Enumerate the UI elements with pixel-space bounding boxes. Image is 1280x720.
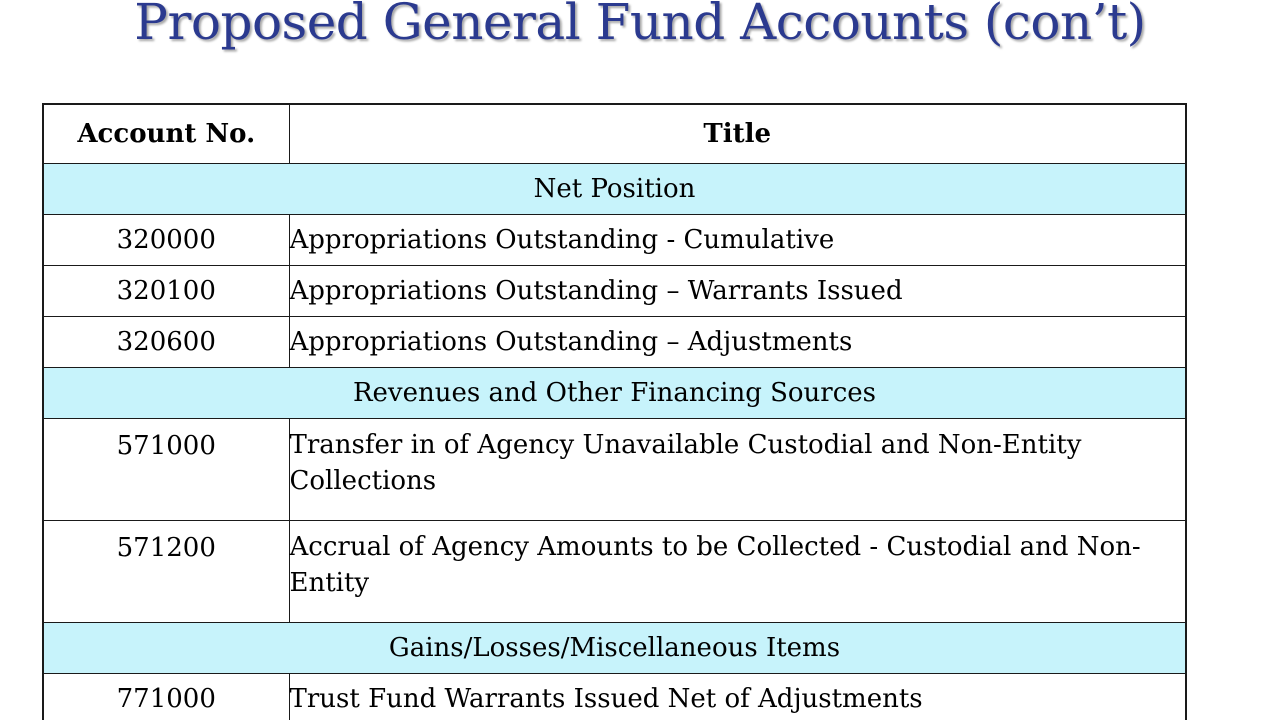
section-label: Revenues and Other Financing Sources — [43, 368, 1186, 419]
table-row — [43, 266, 1186, 317]
section-row-gains-losses — [43, 623, 1186, 674]
section-row-net-position — [43, 164, 1186, 215]
account-title: Accrual of Agency Amounts to be Collected - Custodial and Non-Entity — [289, 521, 1186, 623]
account-title: Transfer in of Agency Unavailable Custodial and Non-Entity Collections — [289, 419, 1186, 521]
slide-title: Proposed General Fund Accounts (con’t) — [134, 0, 1146, 51]
table-row — [43, 674, 1186, 720]
account-title: Appropriations Outstanding - Cumulative — [289, 215, 1186, 266]
account-number: 771000 — [43, 674, 289, 720]
header-row — [43, 104, 1186, 164]
section-label: Gains/Losses/Miscellaneous Items — [43, 623, 1186, 674]
account-title: Appropriations Outstanding – Adjustments — [289, 317, 1186, 368]
account-title: Trust Fund Warrants Issued Net of Adjustments — [289, 674, 1186, 720]
account-title: Appropriations Outstanding – Warrants Issued — [289, 266, 1186, 317]
header-title: Title — [289, 104, 1186, 164]
table-row — [43, 215, 1186, 266]
account-number: 571200 — [43, 521, 289, 623]
table-row — [43, 317, 1186, 368]
section-row-revenues — [43, 368, 1186, 419]
table-row — [43, 521, 1186, 623]
header-account-no: Account No. — [43, 104, 289, 164]
account-number: 571000 — [43, 419, 289, 521]
table-row — [43, 419, 1186, 521]
section-label: Net Position — [43, 164, 1186, 215]
account-number: 320600 — [43, 317, 289, 368]
account-number: 320100 — [43, 266, 289, 317]
account-number: 320000 — [43, 215, 289, 266]
accounts-table — [42, 103, 1187, 720]
